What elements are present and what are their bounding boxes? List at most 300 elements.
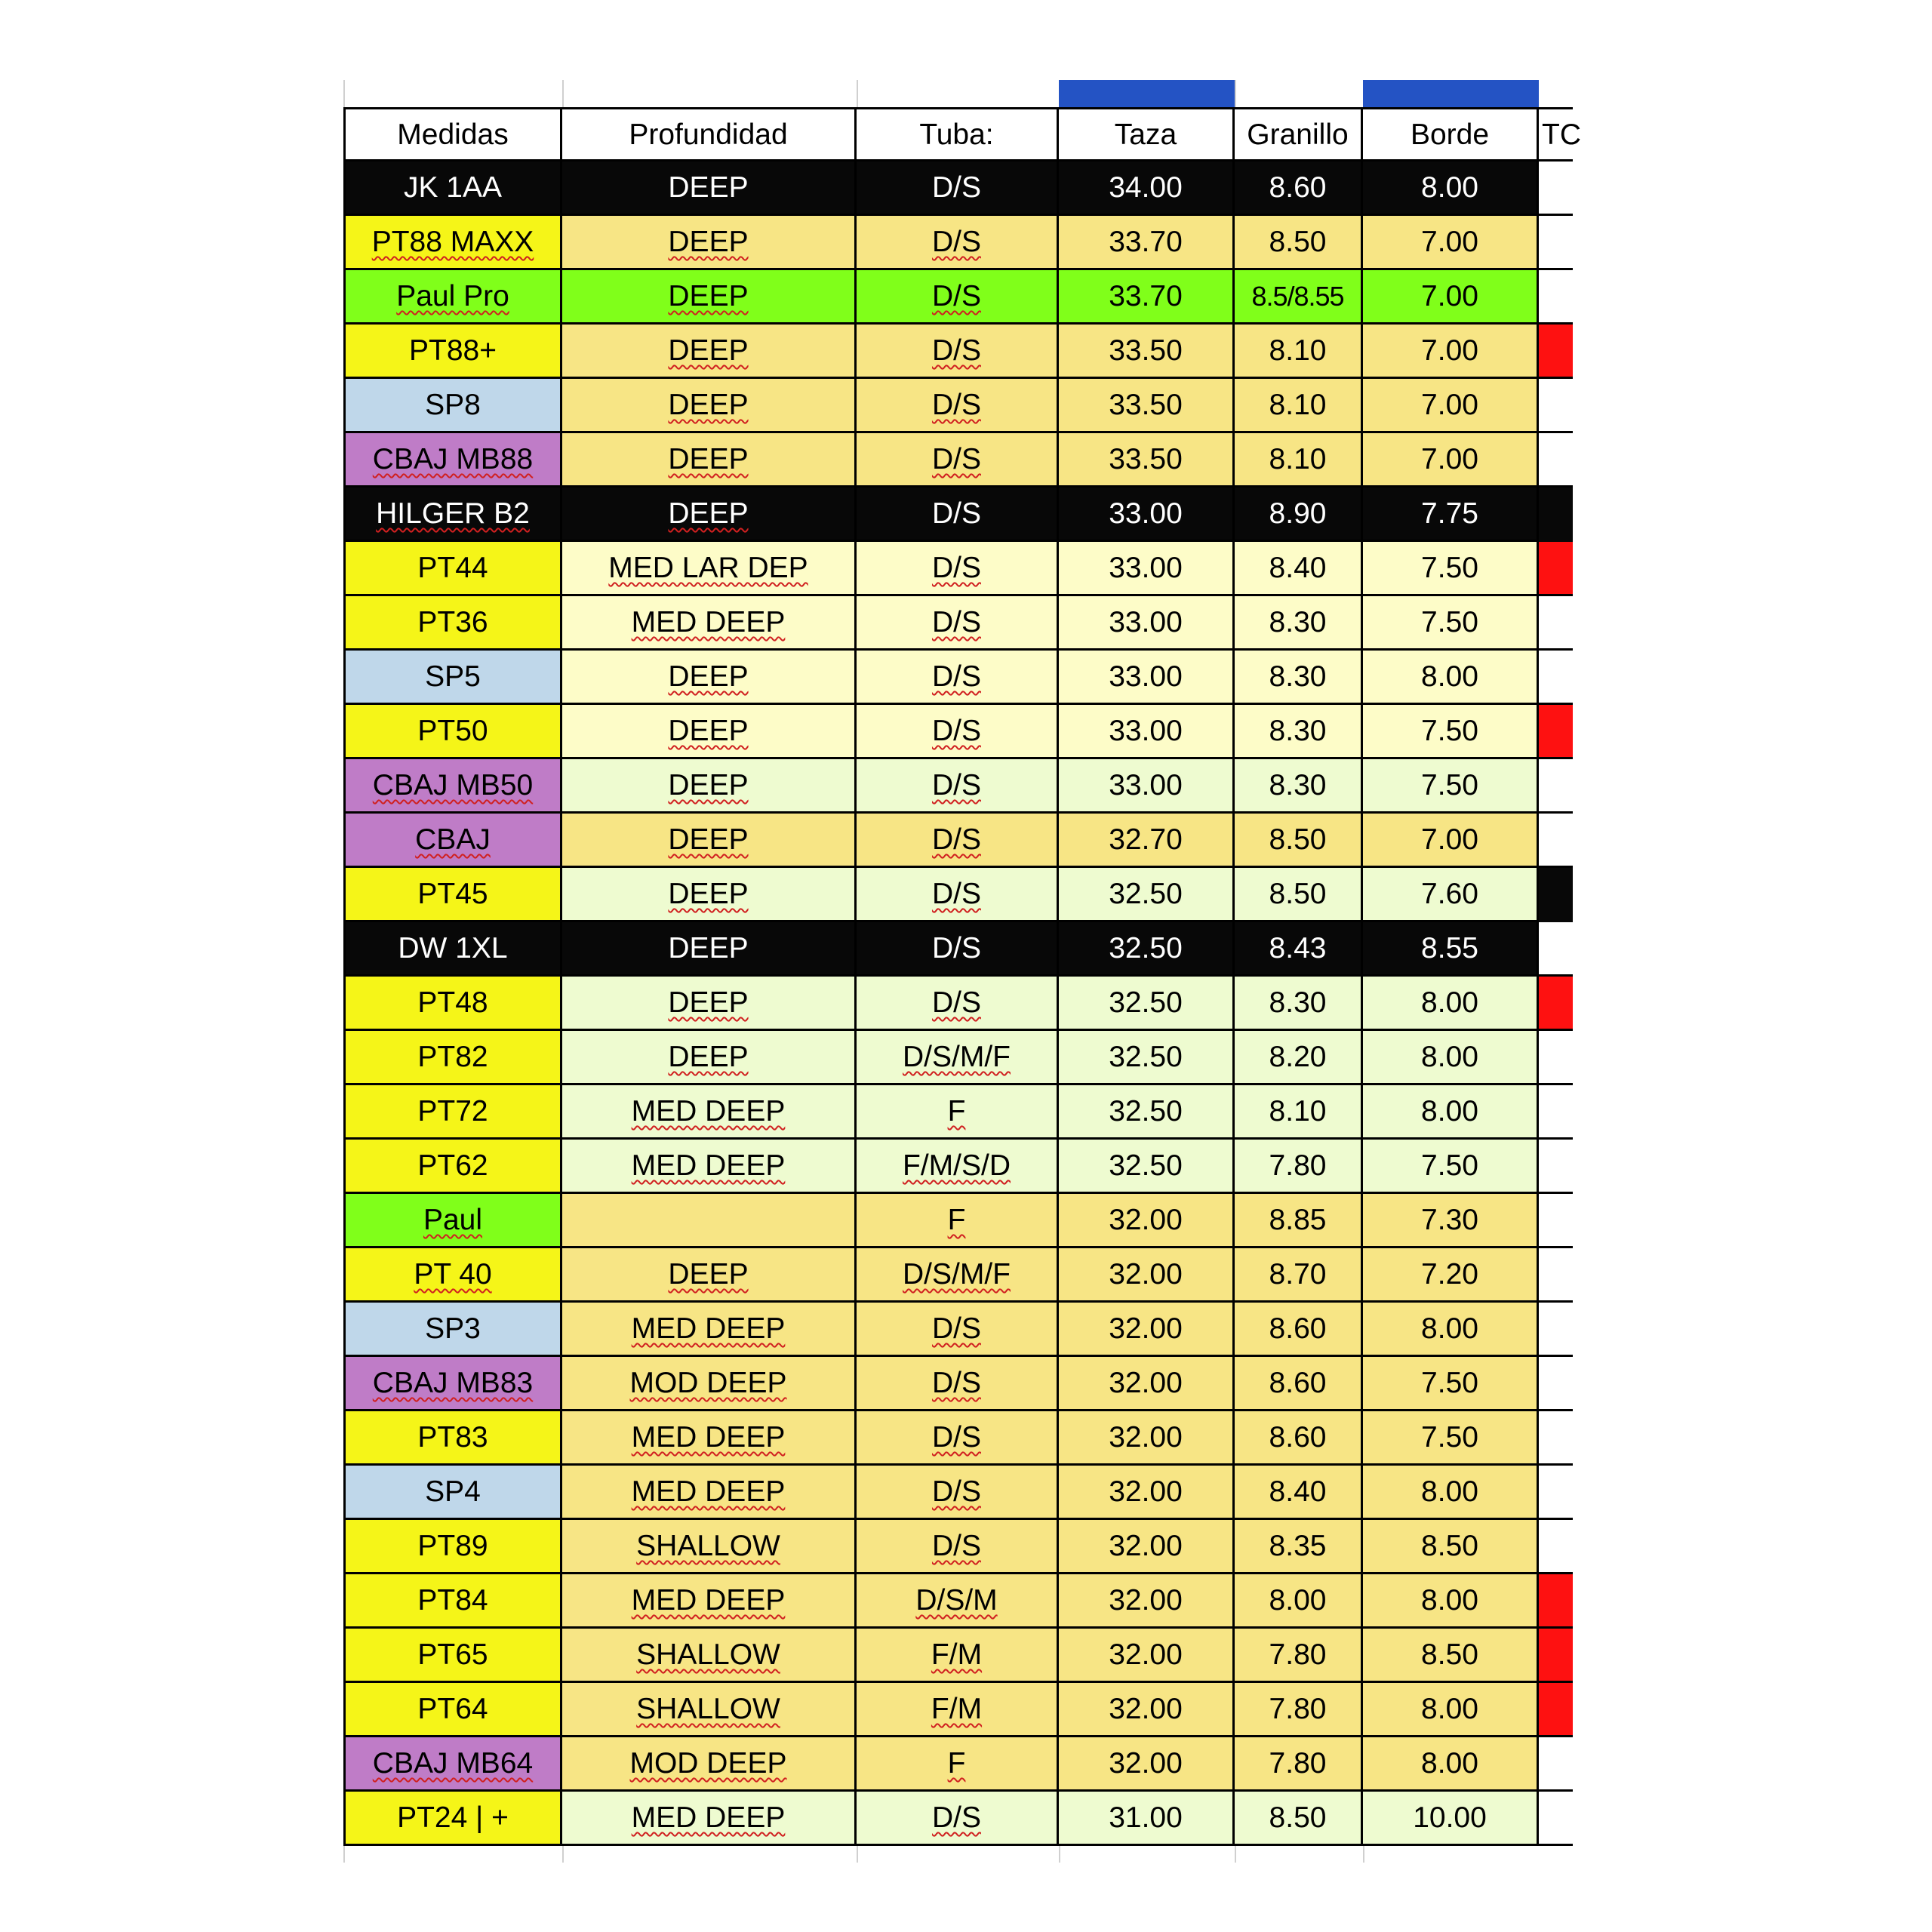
- cell-text: MED DEEP: [631, 1095, 786, 1128]
- borde-cell[interactable]: [1363, 542, 1539, 596]
- tc-cell[interactable]: [1539, 1031, 1573, 1085]
- profundidad-cell[interactable]: [562, 1194, 857, 1248]
- borde-cell[interactable]: [1363, 270, 1539, 325]
- tuba-cell[interactable]: [857, 814, 1059, 868]
- medidas-cell[interactable]: [343, 1411, 562, 1466]
- tuba-cell[interactable]: [857, 1629, 1059, 1683]
- cell-text: Paul Pro: [396, 280, 509, 312]
- medidas-cell[interactable]: [343, 1737, 562, 1792]
- gridline-strip: [343, 80, 562, 107]
- tuba-cell[interactable]: [857, 542, 1059, 596]
- taza-cell[interactable]: [1059, 1357, 1235, 1411]
- profundidad-cell[interactable]: [562, 1031, 857, 1085]
- profundidad-cell[interactable]: [562, 1085, 857, 1140]
- tc-cell[interactable]: [1539, 216, 1573, 270]
- taza-cell[interactable]: [1059, 1248, 1235, 1303]
- tuba-cell[interactable]: [857, 1248, 1059, 1303]
- profundidad-cell[interactable]: [562, 433, 857, 488]
- tuba-cell[interactable]: [857, 1574, 1059, 1629]
- borde-cell[interactable]: [1363, 162, 1539, 216]
- borde-cell[interactable]: [1363, 1411, 1539, 1466]
- cell-text: D/S/M/F: [903, 1041, 1011, 1073]
- header-medidas[interactable]: Medidas: [343, 107, 562, 162]
- header-tuba[interactable]: Tuba:: [857, 107, 1059, 162]
- tuba-cell[interactable]: [857, 488, 1059, 542]
- medidas-cell[interactable]: [343, 1194, 562, 1248]
- cell-text: SP8: [425, 389, 481, 421]
- taza-cell[interactable]: [1059, 868, 1235, 922]
- taza-cell[interactable]: [1059, 1085, 1235, 1140]
- granillo-cell[interactable]: [1235, 162, 1363, 216]
- profundidad-cell[interactable]: [562, 1248, 857, 1303]
- profundidad-cell[interactable]: [562, 1303, 857, 1357]
- tc-cell[interactable]: [1539, 1737, 1573, 1792]
- medidas-cell[interactable]: [343, 270, 562, 325]
- cell-text: 8.50: [1269, 878, 1327, 910]
- taza-cell[interactable]: [1059, 814, 1235, 868]
- cell-text: DEEP: [668, 878, 749, 910]
- granillo-cell[interactable]: [1235, 596, 1363, 651]
- tc-cell[interactable]: [1539, 1303, 1573, 1357]
- taza-cell[interactable]: [1059, 325, 1235, 379]
- cell-text: PT88+: [409, 334, 497, 367]
- tc-cell[interactable]: [1539, 1248, 1573, 1303]
- gridline-strip: [857, 1846, 1059, 1863]
- tc-cell[interactable]: [1539, 1683, 1573, 1737]
- taza-cell[interactable]: [1059, 922, 1235, 977]
- granillo-cell[interactable]: [1235, 1466, 1363, 1520]
- medidas-cell[interactable]: [343, 814, 562, 868]
- medidas-cell[interactable]: [343, 162, 562, 216]
- tc-cell[interactable]: [1539, 759, 1573, 814]
- cell-text: 8.20: [1269, 1041, 1327, 1073]
- borde-cell[interactable]: [1363, 922, 1539, 977]
- borde-cell[interactable]: [1363, 1085, 1539, 1140]
- cell-text: D/S: [931, 1312, 981, 1345]
- cell-text: D/S: [931, 389, 981, 421]
- medidas-cell[interactable]: [343, 325, 562, 379]
- borde-cell[interactable]: [1363, 651, 1539, 705]
- cell-text: PT48: [417, 986, 488, 1019]
- borde-cell[interactable]: [1363, 705, 1539, 759]
- borde-cell[interactable]: [1363, 1629, 1539, 1683]
- tuba-cell[interactable]: [857, 1194, 1059, 1248]
- tc-cell[interactable]: [1539, 162, 1573, 216]
- granillo-cell[interactable]: [1235, 705, 1363, 759]
- borde-cell[interactable]: [1363, 1303, 1539, 1357]
- granillo-cell[interactable]: [1235, 216, 1363, 270]
- granillo-cell[interactable]: [1235, 1194, 1363, 1248]
- borde-cell[interactable]: [1363, 1031, 1539, 1085]
- borde-cell[interactable]: [1363, 1574, 1539, 1629]
- medidas-cell[interactable]: [343, 1248, 562, 1303]
- taza-cell[interactable]: [1059, 1737, 1235, 1792]
- tuba-cell[interactable]: [857, 868, 1059, 922]
- cell-text: 8.60: [1269, 171, 1327, 204]
- granillo-cell[interactable]: [1235, 1248, 1363, 1303]
- medidas-cell[interactable]: [343, 1629, 562, 1683]
- cell-text: 8.50: [1421, 1530, 1478, 1562]
- cell-text: D/S: [931, 497, 981, 530]
- granillo-cell[interactable]: [1235, 379, 1363, 433]
- medidas-cell[interactable]: [343, 651, 562, 705]
- borde-cell[interactable]: [1363, 1683, 1539, 1737]
- tc-cell[interactable]: [1539, 1792, 1573, 1846]
- granillo-cell[interactable]: [1235, 1411, 1363, 1466]
- borde-cell[interactable]: [1363, 814, 1539, 868]
- cell-text: 7.00: [1421, 280, 1478, 312]
- tuba-cell[interactable]: [857, 1683, 1059, 1737]
- granillo-cell[interactable]: [1235, 1085, 1363, 1140]
- cell-text: 32.00: [1109, 1312, 1183, 1345]
- tc-cell[interactable]: [1539, 1357, 1573, 1411]
- cell-text: 7.50: [1421, 1421, 1478, 1454]
- cell-text: 33.70: [1109, 226, 1183, 258]
- granillo-cell[interactable]: [1235, 1031, 1363, 1085]
- tuba-cell[interactable]: [857, 1737, 1059, 1792]
- granillo-cell[interactable]: [1235, 759, 1363, 814]
- profundidad-cell[interactable]: [562, 270, 857, 325]
- granillo-cell[interactable]: [1235, 1574, 1363, 1629]
- tc-cell[interactable]: [1539, 1194, 1573, 1248]
- cell-text: 8.00: [1421, 986, 1478, 1019]
- tc-cell[interactable]: [1539, 705, 1573, 759]
- borde-cell[interactable]: [1363, 1792, 1539, 1846]
- taza-cell[interactable]: [1059, 1574, 1235, 1629]
- taza-cell[interactable]: [1059, 1303, 1235, 1357]
- cell-text: D/S: [931, 226, 981, 258]
- tc-cell[interactable]: [1539, 922, 1573, 977]
- cell-text: D/S: [931, 932, 981, 964]
- borde-cell[interactable]: [1363, 1140, 1539, 1194]
- borde-cell[interactable]: [1363, 433, 1539, 488]
- tc-cell[interactable]: [1539, 488, 1573, 542]
- taza-cell[interactable]: [1059, 1466, 1235, 1520]
- tuba-cell[interactable]: [857, 1031, 1059, 1085]
- cell-text: DEEP: [668, 1258, 749, 1291]
- granillo-cell[interactable]: [1235, 488, 1363, 542]
- tc-cell[interactable]: [1539, 651, 1573, 705]
- tuba-cell[interactable]: [857, 651, 1059, 705]
- tc-cell[interactable]: [1539, 1411, 1573, 1466]
- taza-cell[interactable]: [1059, 977, 1235, 1031]
- tuba-cell[interactable]: [857, 922, 1059, 977]
- cell-text: MED DEEP: [631, 1312, 786, 1345]
- medidas-cell[interactable]: [343, 1085, 562, 1140]
- cell-text: DEEP: [668, 715, 749, 747]
- profundidad-cell[interactable]: [562, 162, 857, 216]
- medidas-cell[interactable]: [343, 868, 562, 922]
- medidas-cell[interactable]: [343, 977, 562, 1031]
- granillo-cell[interactable]: [1235, 542, 1363, 596]
- taza-cell[interactable]: [1059, 1411, 1235, 1466]
- cell-text: DEEP: [668, 334, 749, 367]
- cell-text: 8.55: [1421, 932, 1478, 964]
- cell-text: D/S: [931, 280, 981, 312]
- cell-text: DEEP: [668, 986, 749, 1019]
- cell-text: F/M: [931, 1638, 983, 1671]
- granillo-cell[interactable]: [1235, 1303, 1363, 1357]
- tuba-cell[interactable]: [857, 1466, 1059, 1520]
- cell-text: 8.85: [1269, 1204, 1327, 1236]
- profundidad-cell[interactable]: [562, 542, 857, 596]
- cell-text: PT88 MAXX: [371, 226, 534, 258]
- cell-text: MED DEEP: [631, 1584, 786, 1617]
- tuba-cell[interactable]: [857, 1520, 1059, 1574]
- cell-text: MED DEEP: [631, 1421, 786, 1454]
- tuba-cell[interactable]: [857, 759, 1059, 814]
- medidas-cell[interactable]: [343, 705, 562, 759]
- profundidad-cell[interactable]: [562, 216, 857, 270]
- tuba-cell[interactable]: [857, 1792, 1059, 1846]
- cell-text: 7.80: [1269, 1693, 1327, 1725]
- medidas-cell[interactable]: [343, 1683, 562, 1737]
- taza-cell[interactable]: [1059, 542, 1235, 596]
- profundidad-cell[interactable]: [562, 1629, 857, 1683]
- cell-text: 7.50: [1421, 715, 1478, 747]
- borde-cell[interactable]: [1363, 1248, 1539, 1303]
- header-borde[interactable]: Borde: [1363, 107, 1539, 162]
- medidas-cell[interactable]: [343, 216, 562, 270]
- gridline-strip: [562, 1846, 857, 1863]
- cell-text: 8.00: [1421, 1312, 1478, 1345]
- cell-text: 32.00: [1109, 1475, 1183, 1508]
- granillo-cell[interactable]: [1235, 814, 1363, 868]
- profundidad-cell[interactable]: [562, 922, 857, 977]
- medidas-cell[interactable]: [343, 1031, 562, 1085]
- borde-cell[interactable]: [1363, 596, 1539, 651]
- tc-cell[interactable]: [1539, 270, 1573, 325]
- taza-cell[interactable]: [1059, 1140, 1235, 1194]
- tc-cell[interactable]: [1539, 379, 1573, 433]
- borde-cell[interactable]: [1363, 977, 1539, 1031]
- tuba-cell[interactable]: [857, 705, 1059, 759]
- medidas-cell[interactable]: [343, 759, 562, 814]
- cell-text: DEEP: [668, 280, 749, 312]
- medidas-cell[interactable]: [343, 1466, 562, 1520]
- tc-cell[interactable]: [1539, 1140, 1573, 1194]
- cell-text: PT82: [417, 1041, 488, 1073]
- tuba-cell[interactable]: [857, 216, 1059, 270]
- borde-cell[interactable]: [1363, 1466, 1539, 1520]
- medidas-cell[interactable]: [343, 1574, 562, 1629]
- cell-text: CBAJ MB64: [372, 1747, 534, 1780]
- granillo-cell[interactable]: [1235, 922, 1363, 977]
- tc-cell[interactable]: [1539, 1520, 1573, 1574]
- tc-cell[interactable]: [1539, 596, 1573, 651]
- tuba-cell[interactable]: [857, 1357, 1059, 1411]
- taza-cell[interactable]: [1059, 1520, 1235, 1574]
- medidas-cell[interactable]: [343, 542, 562, 596]
- granillo-cell[interactable]: [1235, 325, 1363, 379]
- cell-text: DEEP: [668, 226, 749, 258]
- granillo-cell[interactable]: [1235, 433, 1363, 488]
- granillo-cell[interactable]: [1235, 1629, 1363, 1683]
- profundidad-cell[interactable]: [562, 759, 857, 814]
- granillo-cell[interactable]: [1235, 1683, 1363, 1737]
- medidas-cell[interactable]: [343, 1792, 562, 1846]
- tc-cell[interactable]: [1539, 1466, 1573, 1520]
- cell-text: 8.10: [1269, 389, 1327, 421]
- granillo-cell[interactable]: [1235, 1520, 1363, 1574]
- medidas-cell[interactable]: [343, 922, 562, 977]
- tc-cell[interactable]: [1539, 977, 1573, 1031]
- tc-cell[interactable]: [1539, 1085, 1573, 1140]
- taza-cell[interactable]: [1059, 216, 1235, 270]
- medidas-cell[interactable]: [343, 488, 562, 542]
- cell-text: CBAJ MB88: [372, 443, 534, 475]
- borde-cell[interactable]: [1363, 759, 1539, 814]
- cell-text: D/S: [931, 986, 981, 1019]
- tuba-cell[interactable]: [857, 162, 1059, 216]
- granillo-cell[interactable]: [1235, 1792, 1363, 1846]
- borde-cell[interactable]: [1363, 1737, 1539, 1792]
- profundidad-cell[interactable]: [562, 1683, 857, 1737]
- taza-cell[interactable]: [1059, 1683, 1235, 1737]
- gridline-strip: [1235, 1846, 1363, 1863]
- profundidad-cell[interactable]: [562, 705, 857, 759]
- profundidad-cell[interactable]: [562, 596, 857, 651]
- profundidad-cell[interactable]: [562, 977, 857, 1031]
- cell-text: JK 1AA: [403, 171, 503, 204]
- profundidad-cell[interactable]: [562, 379, 857, 433]
- header-profundidad[interactable]: Profundidad: [562, 107, 857, 162]
- borde-cell[interactable]: [1363, 1194, 1539, 1248]
- taza-cell[interactable]: [1059, 705, 1235, 759]
- tc-cell[interactable]: [1539, 814, 1573, 868]
- cell-text: 8.60: [1269, 1367, 1327, 1399]
- granillo-cell[interactable]: [1235, 868, 1363, 922]
- medidas-cell[interactable]: [343, 1520, 562, 1574]
- granillo-cell[interactable]: [1235, 270, 1363, 325]
- tuba-cell[interactable]: [857, 1303, 1059, 1357]
- borde-cell[interactable]: [1363, 868, 1539, 922]
- tc-cell[interactable]: [1539, 868, 1573, 922]
- medidas-cell[interactable]: [343, 1357, 562, 1411]
- cell-text: 32.50: [1109, 986, 1183, 1019]
- taza-cell[interactable]: [1059, 162, 1235, 216]
- cell-text: 8.10: [1269, 1095, 1327, 1128]
- taza-cell[interactable]: [1059, 433, 1235, 488]
- tuba-cell[interactable]: [857, 596, 1059, 651]
- profundidad-cell[interactable]: [562, 1574, 857, 1629]
- cell-text: 33.00: [1109, 497, 1183, 530]
- cell-text: 7.80: [1269, 1747, 1327, 1780]
- profundidad-cell[interactable]: [562, 325, 857, 379]
- medidas-cell[interactable]: [343, 596, 562, 651]
- profundidad-cell[interactable]: [562, 1737, 857, 1792]
- taza-cell[interactable]: [1059, 1194, 1235, 1248]
- profundidad-cell[interactable]: [562, 651, 857, 705]
- medidas-cell[interactable]: [343, 1303, 562, 1357]
- taza-cell[interactable]: [1059, 759, 1235, 814]
- borde-cell[interactable]: [1363, 1357, 1539, 1411]
- tc-cell[interactable]: [1539, 433, 1573, 488]
- profundidad-cell[interactable]: [562, 1357, 857, 1411]
- granillo-cell[interactable]: [1235, 651, 1363, 705]
- cell-text: DEEP: [668, 389, 749, 421]
- cell-text: 7.60: [1421, 878, 1478, 910]
- tuba-cell[interactable]: [857, 433, 1059, 488]
- cell-text: D/S: [931, 1530, 981, 1562]
- profundidad-cell[interactable]: [562, 1411, 857, 1466]
- cell-text: HILGER B2: [376, 497, 530, 530]
- profundidad-cell[interactable]: [562, 1520, 857, 1574]
- borde-cell[interactable]: [1363, 216, 1539, 270]
- taza-cell[interactable]: [1059, 488, 1235, 542]
- taza-cell[interactable]: [1059, 596, 1235, 651]
- profundidad-cell[interactable]: [562, 1466, 857, 1520]
- taza-cell[interactable]: [1059, 270, 1235, 325]
- profundidad-cell[interactable]: [562, 868, 857, 922]
- profundidad-cell[interactable]: [562, 814, 857, 868]
- cell-text: PT83: [417, 1421, 488, 1454]
- granillo-cell[interactable]: [1235, 1140, 1363, 1194]
- tc-cell[interactable]: [1539, 1629, 1573, 1683]
- cell-text: 33.00: [1109, 660, 1183, 693]
- profundidad-cell[interactable]: [562, 488, 857, 542]
- profundidad-cell[interactable]: [562, 1792, 857, 1846]
- taza-cell[interactable]: [1059, 1792, 1235, 1846]
- cell-text: 7.30: [1421, 1204, 1478, 1236]
- granillo-cell[interactable]: [1235, 1737, 1363, 1792]
- taza-cell[interactable]: [1059, 1031, 1235, 1085]
- taza-cell[interactable]: [1059, 651, 1235, 705]
- cell-text: D/S: [931, 606, 981, 638]
- cell-text: 7.00: [1421, 823, 1478, 856]
- taza-cell[interactable]: [1059, 1629, 1235, 1683]
- tuba-cell[interactable]: [857, 1411, 1059, 1466]
- borde-cell[interactable]: [1363, 379, 1539, 433]
- gridline-strip: [1235, 80, 1363, 107]
- cell-text: 7.00: [1421, 226, 1478, 258]
- gridline-strip: [562, 80, 857, 107]
- profundidad-cell[interactable]: [562, 1140, 857, 1194]
- cell-text: 8.00: [1421, 1693, 1478, 1725]
- cell-text: F/M/S/D: [903, 1149, 1011, 1182]
- tuba-cell[interactable]: [857, 325, 1059, 379]
- cell-text: 7.00: [1421, 389, 1478, 421]
- cell-text: PT84: [417, 1584, 488, 1617]
- borde-cell[interactable]: [1363, 488, 1539, 542]
- tuba-cell[interactable]: [857, 270, 1059, 325]
- tuba-cell[interactable]: [857, 1085, 1059, 1140]
- borde-cell[interactable]: [1363, 325, 1539, 379]
- header-tc[interactable]: TC: [1539, 107, 1573, 162]
- cell-text: 32.50: [1109, 1095, 1183, 1128]
- tuba-cell[interactable]: [857, 977, 1059, 1031]
- cell-text: 32.00: [1109, 1367, 1183, 1399]
- medidas-cell[interactable]: [343, 379, 562, 433]
- cell-text: DW 1XL: [398, 932, 508, 964]
- medidas-cell[interactable]: [343, 1140, 562, 1194]
- cell-text: 32.00: [1109, 1421, 1183, 1454]
- tc-cell[interactable]: [1539, 1574, 1573, 1629]
- granillo-cell[interactable]: [1235, 1357, 1363, 1411]
- tc-cell[interactable]: [1539, 542, 1573, 596]
- granillo-cell[interactable]: [1235, 977, 1363, 1031]
- cell-text: 8.30: [1269, 660, 1327, 693]
- cell-text: 32.00: [1109, 1638, 1183, 1671]
- tuba-cell[interactable]: [857, 379, 1059, 433]
- borde-cell[interactable]: [1363, 1520, 1539, 1574]
- medidas-cell[interactable]: [343, 433, 562, 488]
- header-taza[interactable]: Taza: [1059, 107, 1235, 162]
- taza-cell[interactable]: [1059, 379, 1235, 433]
- tc-cell[interactable]: [1539, 325, 1573, 379]
- header-granillo[interactable]: Granillo: [1235, 107, 1363, 162]
- tuba-cell[interactable]: [857, 1140, 1059, 1194]
